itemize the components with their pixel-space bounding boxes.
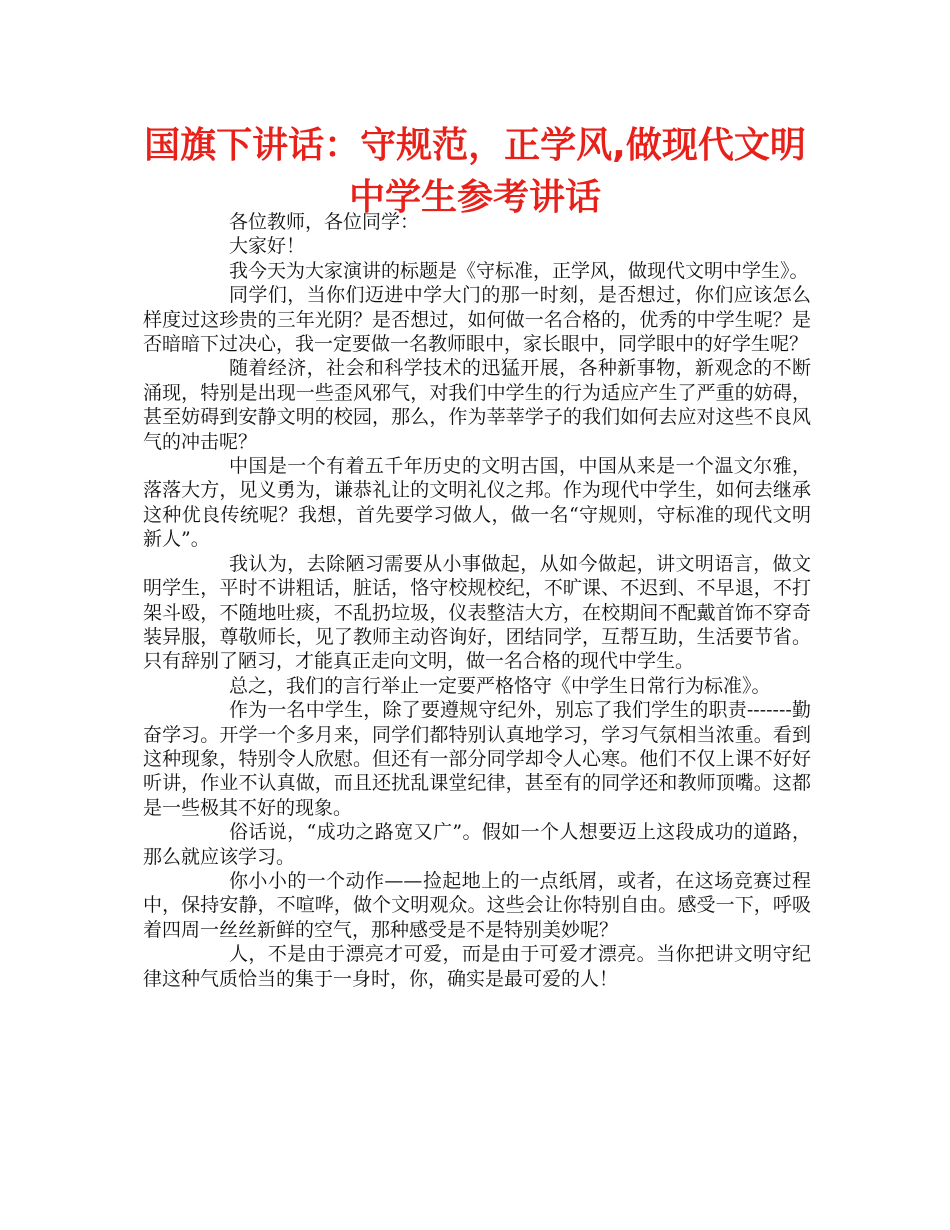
page-title <box>120 120 830 224</box>
body-paragraph: 中国是一个有着五千年历史的文明古国，中国从来是一个温文尔雅，落落大方，见义勇为，谦恭礼让的文明礼仪之邦。作为现代中学生，如何去继承这种优良传统呢？我想，首先要学习做人，做一名“守规则，守标准的现代文明新人”。 <box>143 455 811 551</box>
body-paragraph: 随着经济，社会和科学技术的迅猛开展，各种新事物，新观念的不断涌现，特别是出现一些歪风邪气，对我们中学生的行为适应产生了严重的妨碍，甚至妨碍到安静文明的校园，那么，作为莘莘学子的我们如何去应对这些不良风气的冲击呢？ <box>143 357 811 453</box>
body-paragraph: 我认为，去除陋习需要从小事做起，从如今做起，讲文明语言，做文明学生，平时不讲粗话，脏话，恪守校规校纪，不旷课、不迟到、不早退，不打架斗殴，不随地吐痰，不乱扔垃圾，仪表整洁大方，在校期间不配戴首饰不穿奇装异服，尊敬师长，见了教师主动咨询好，团结同学，互帮互助，生活要节省。只有辞别了陋习，才能真正走向文明，做一名合格的现代中学生。 <box>143 552 811 673</box>
greeting-paragraph: 大家好！ <box>229 235 306 258</box>
body-paragraph: 作为一名中学生，除了要遵规守纪外，别忘了我们学生的职责-------勤奋学习。开学一个多月来，同学们都特别认真地学习，学习气氛相当浓重。看到这种现象，特别令人欣慰。但还有一部分同学却令人心寒。他们不仅上课不好好听讲，作业不认真做，而且还扰乱课堂纪律，甚至有的同学还和教师顶嘴。这都是一些极其不好的现象。 <box>143 699 811 819</box>
body-paragraph: 总之，我们的言行举止一定要严格恪守《中学生日常行为标准》。 <box>229 674 771 697</box>
salutation-paragraph: 各位教师，各位同学： <box>229 211 420 233</box>
body-paragraph: 俗话说，“成功之路宽又广”。假如一个人想要迈上这段成功的道路，那么就应该学习。 <box>143 821 811 868</box>
title-line-1: 国旗下讲话：守规范，正学风,做现代文明 <box>144 125 806 166</box>
body-paragraph: 我今天为大家演讲的标题是《守标准，正学风，做现代文明中学生》。 <box>229 259 809 282</box>
speech-body <box>143 210 811 991</box>
body-paragraph: 你小小的一个动作——捡起地上的一点纸屑，或者，在这场竞赛过程中，保持安静，不喧哗，做个文明观众。这些会让你特别自由。感受一下，呼吸着四周一丝丝新鲜的空气，那种感受是不是特别美妙呢？ <box>143 869 811 941</box>
title-line-2: 中学生参考讲话 <box>348 177 601 218</box>
body-paragraph: 同学们，当你们迈进中学大门的那一时刻，是否想过，你们应该怎么样度过这珍贵的三年光阴？是否想过，如何做一名合格的，优秀的中学生呢？是否暗暗下过决心，我一定要做一名教师眼中，家长眼中，同学眼中的好学生呢？ <box>143 284 811 356</box>
closing-paragraph: 人，不是由于漂亮才可爱，而是由于可爱才漂亮。当你把讲文明守纪律这种气质恰当的集于一身时，你，确实是最可爱的人！ <box>143 943 811 990</box>
